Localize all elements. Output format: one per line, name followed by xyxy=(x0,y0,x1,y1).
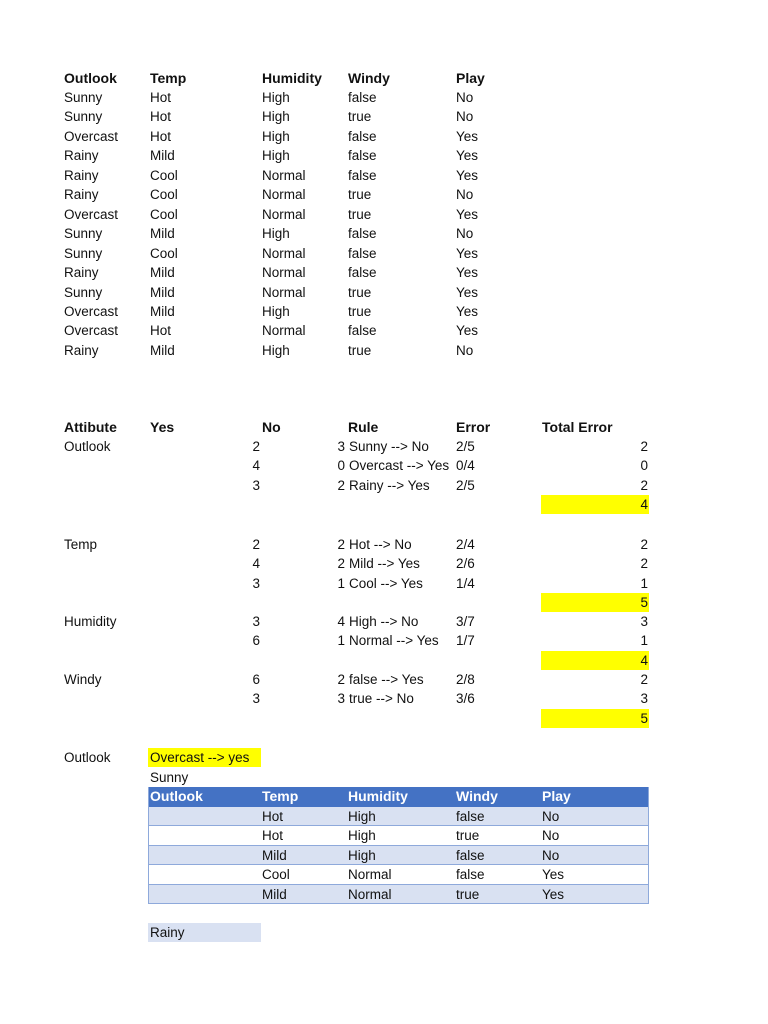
sunny-header-outlook: Outlook xyxy=(150,788,203,804)
top-cell-temp: Cool xyxy=(150,206,178,222)
yes-count: 3 xyxy=(252,614,260,629)
header-outlook: Outlook xyxy=(64,70,117,86)
yes-count: 4 xyxy=(252,556,260,572)
yes-count: 4 xyxy=(252,458,260,474)
top-cell-windy: false xyxy=(348,265,377,281)
top-cell-play: Yes xyxy=(456,167,479,183)
table-row-band xyxy=(148,846,649,865)
header-temp: Temp xyxy=(150,70,187,86)
sunny-cell-play: No xyxy=(542,828,560,844)
rule-text: Overcast --> Yes xyxy=(349,458,450,474)
top-cell-humidity: Normal xyxy=(262,265,306,281)
table-border-left xyxy=(148,787,149,903)
top-cell-outlook: Rainy xyxy=(64,148,99,164)
top-cell-temp: Mild xyxy=(150,284,175,300)
sunny-cell-windy: true xyxy=(456,886,480,902)
rule-text: true --> No xyxy=(349,691,414,707)
no-count: 2 xyxy=(337,672,345,687)
top-cell-play: Yes xyxy=(456,323,479,339)
rule-text: Mild --> Yes xyxy=(349,556,420,572)
top-cell-temp: Hot xyxy=(150,128,172,144)
top-cell-play: No xyxy=(456,109,474,125)
no-count: 3 xyxy=(337,691,345,707)
top-cell-temp: Hot xyxy=(150,90,172,105)
rule-text: Normal --> Yes xyxy=(349,633,439,649)
attribute-name: Outlook xyxy=(64,439,111,454)
top-cell-temp: Cool xyxy=(150,187,178,203)
no-count: 2 xyxy=(337,537,345,552)
top-cell-windy: false xyxy=(348,90,377,105)
sunny-cell-humidity: High xyxy=(348,809,376,824)
header-windy: Windy xyxy=(348,70,390,86)
header-rule: Rule xyxy=(348,419,379,435)
yes-count: 6 xyxy=(252,633,260,649)
rule-text: Cool --> Yes xyxy=(349,575,423,591)
rainy-label: Rainy xyxy=(150,925,185,940)
top-cell-play: Yes xyxy=(456,303,479,319)
total-error-sum: 4 xyxy=(640,652,648,668)
yes-count: 3 xyxy=(252,691,260,707)
total-error-value: 2 xyxy=(640,556,648,572)
total-error-value: 1 xyxy=(640,633,648,649)
header-total-error: Total Error xyxy=(542,419,613,435)
top-cell-humidity: High xyxy=(262,303,290,319)
sunny-cell-humidity: Normal xyxy=(348,867,392,883)
top-cell-temp: Hot xyxy=(150,323,172,339)
header-play: Play xyxy=(456,70,485,86)
sunny-header-humidity: Humidity xyxy=(348,788,408,804)
top-cell-windy: true xyxy=(348,284,372,300)
table-row-band xyxy=(148,807,649,826)
error-fraction: 2/5 xyxy=(456,477,475,493)
total-error-sum: 5 xyxy=(640,710,648,726)
top-cell-temp: Hot xyxy=(150,109,172,125)
top-cell-play: Yes xyxy=(456,128,479,144)
top-cell-play: No xyxy=(456,226,474,242)
top-cell-outlook: Sunny xyxy=(64,109,103,125)
sunny-cell-windy: false xyxy=(456,867,485,883)
top-cell-play: Yes xyxy=(456,148,479,164)
top-cell-outlook: Rainy xyxy=(64,187,99,203)
rule-text: Sunny --> No xyxy=(349,439,429,454)
sunny-cell-play: Yes xyxy=(542,886,565,902)
top-cell-humidity: High xyxy=(262,128,290,144)
top-cell-humidity: High xyxy=(262,148,290,164)
top-cell-temp: Cool xyxy=(150,245,178,261)
top-cell-humidity: Normal xyxy=(262,284,306,300)
sunny-header-windy: Windy xyxy=(456,788,498,804)
total-error-sum: 5 xyxy=(640,595,648,611)
top-cell-play: No xyxy=(456,90,474,105)
total-error-value: 0 xyxy=(640,458,648,474)
top-cell-play: No xyxy=(456,342,474,358)
sunny-cell-humidity: High xyxy=(348,828,376,844)
sunny-cell-play: Yes xyxy=(542,867,565,883)
top-cell-windy: false xyxy=(348,128,377,144)
rule-text: Rainy --> Yes xyxy=(349,477,430,493)
sunny-cell-temp: Mild xyxy=(262,847,287,863)
top-cell-outlook: Rainy xyxy=(64,265,99,281)
yes-count: 6 xyxy=(252,672,260,687)
top-cell-outlook: Rainy xyxy=(64,167,99,183)
top-cell-outlook: Overcast xyxy=(64,128,119,144)
yes-count: 2 xyxy=(252,439,260,454)
top-cell-play: Yes xyxy=(456,265,479,281)
top-cell-play: Yes xyxy=(456,206,479,222)
sunny-header-play: Play xyxy=(542,788,571,804)
top-cell-windy: true xyxy=(348,342,372,358)
overcast-rule: Overcast --> yes xyxy=(150,750,250,765)
top-cell-play: No xyxy=(456,187,474,203)
sunny-header-temp: Temp xyxy=(262,788,299,804)
top-cell-windy: true xyxy=(348,187,372,203)
sunny-cell-temp: Mild xyxy=(262,886,287,902)
sunny-cell-humidity: Normal xyxy=(348,886,392,902)
error-fraction: 2/5 xyxy=(456,439,475,454)
top-cell-windy: true xyxy=(348,109,372,125)
sunny-cell-windy: false xyxy=(456,847,485,863)
top-cell-outlook: Sunny xyxy=(64,226,103,242)
top-cell-windy: false xyxy=(348,323,377,339)
total-error-value: 2 xyxy=(640,439,648,454)
sunny-cell-windy: true xyxy=(456,828,480,844)
sunny-cell-windy: false xyxy=(456,809,485,824)
top-cell-humidity: High xyxy=(262,109,290,125)
total-error-sum: 4 xyxy=(640,497,648,513)
top-cell-windy: false xyxy=(348,245,377,261)
top-cell-play: Yes xyxy=(456,245,479,261)
no-count: 0 xyxy=(337,458,345,474)
top-cell-outlook: Overcast xyxy=(64,303,119,319)
top-cell-humidity: Normal xyxy=(262,206,306,222)
top-cell-temp: Mild xyxy=(150,148,175,164)
error-fraction: 2/8 xyxy=(456,672,475,687)
top-cell-windy: false xyxy=(348,226,377,242)
no-count: 3 xyxy=(337,439,345,454)
table-border-right xyxy=(648,787,649,903)
top-cell-windy: true xyxy=(348,206,372,222)
top-cell-temp: Mild xyxy=(150,342,175,358)
top-cell-humidity: Normal xyxy=(262,323,306,339)
top-cell-outlook: Overcast xyxy=(64,206,119,222)
sunny-cell-play: No xyxy=(542,809,560,824)
table-row-band xyxy=(148,885,649,904)
total-error-value: 2 xyxy=(640,672,648,687)
error-fraction: 1/4 xyxy=(456,575,475,591)
top-cell-windy: true xyxy=(348,303,372,319)
sunny-label: Sunny xyxy=(150,770,189,785)
rule-text: false --> Yes xyxy=(349,672,424,687)
error-fraction: 3/6 xyxy=(456,691,475,707)
top-cell-play: Yes xyxy=(456,284,479,300)
total-error-value: 2 xyxy=(640,477,648,493)
top-cell-windy: false xyxy=(348,148,377,164)
top-cell-humidity: Normal xyxy=(262,187,306,203)
sunny-cell-temp: Cool xyxy=(262,867,290,883)
error-fraction: 2/6 xyxy=(456,556,475,572)
top-cell-outlook: Rainy xyxy=(64,342,99,358)
top-cell-humidity: Normal xyxy=(262,245,306,261)
top-cell-temp: Cool xyxy=(150,167,178,183)
no-count: 4 xyxy=(337,614,345,629)
sunny-cell-temp: Hot xyxy=(262,828,284,844)
sunny-cell-temp: Hot xyxy=(262,809,284,824)
row-divider xyxy=(148,825,649,826)
rule-text: High --> No xyxy=(349,614,419,629)
top-cell-outlook: Overcast xyxy=(64,323,119,339)
total-error-value: 2 xyxy=(640,537,648,552)
header-yes: Yes xyxy=(150,419,175,435)
row-divider xyxy=(148,903,649,904)
header-humidity: Humidity xyxy=(262,70,322,86)
top-cell-outlook: Sunny xyxy=(64,245,103,261)
attribute-name: Windy xyxy=(64,672,102,687)
rule-text: Hot --> No xyxy=(349,537,412,552)
top-cell-humidity: Normal xyxy=(262,167,306,183)
top-cell-windy: false xyxy=(348,167,377,183)
attribute-name: Humidity xyxy=(64,614,117,629)
error-fraction: 0/4 xyxy=(456,458,475,474)
error-fraction: 1/7 xyxy=(456,633,475,649)
top-cell-outlook: Sunny xyxy=(64,90,103,105)
total-error-value: 3 xyxy=(640,691,648,707)
no-count: 1 xyxy=(337,633,345,649)
header-attribute: Attibute xyxy=(64,419,117,435)
top-cell-temp: Mild xyxy=(150,226,175,242)
subtree-attribute: Outlook xyxy=(64,750,111,765)
header-error: Error xyxy=(456,419,491,435)
sunny-cell-humidity: High xyxy=(348,847,376,863)
top-cell-temp: Mild xyxy=(150,265,175,281)
top-cell-outlook: Sunny xyxy=(64,284,103,300)
top-cell-humidity: High xyxy=(262,90,290,105)
header-no: No xyxy=(262,419,281,435)
top-cell-temp: Mild xyxy=(150,303,175,319)
yes-count: 3 xyxy=(252,575,260,591)
attribute-name: Temp xyxy=(64,537,98,552)
total-error-value: 1 xyxy=(640,575,648,591)
row-divider xyxy=(148,864,649,865)
total-error-value: 3 xyxy=(640,614,648,629)
sunny-cell-play: No xyxy=(542,847,560,863)
error-fraction: 2/4 xyxy=(456,537,475,552)
top-cell-humidity: High xyxy=(262,226,290,242)
error-fraction: 3/7 xyxy=(456,614,475,629)
no-count: 2 xyxy=(337,556,345,572)
yes-count: 3 xyxy=(252,477,260,493)
no-count: 2 xyxy=(337,477,345,493)
yes-count: 2 xyxy=(252,537,260,552)
top-cell-humidity: High xyxy=(262,342,290,358)
no-count: 1 xyxy=(337,575,345,591)
